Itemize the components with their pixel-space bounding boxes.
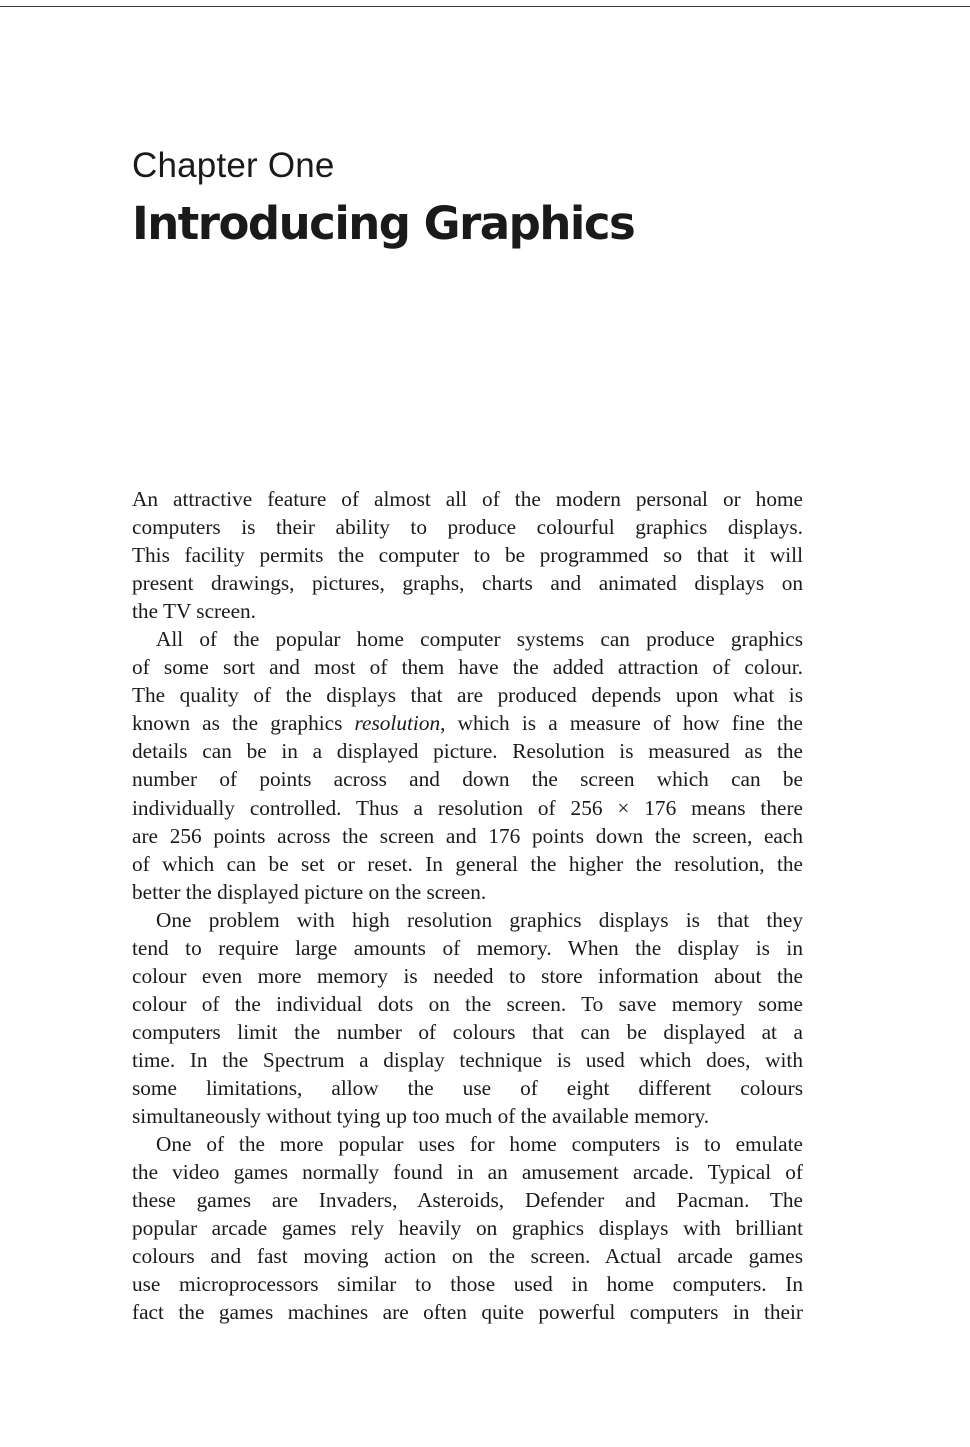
text-line: fact the games machines are often quite powerful computers in their (132, 1300, 803, 1325)
text-line: details can be in a displayed picture. Resolution is measured as the (132, 739, 803, 764)
text-line: One of the more popular uses for home computers is to emulate (156, 1132, 803, 1157)
text-line: tend to require large amounts of memory. When the display is in (132, 935, 803, 960)
text-segment: known as the graphics (132, 711, 355, 736)
top-rule (0, 6, 970, 7)
text-line: colour even more memory is needed to store information about the (132, 963, 803, 988)
text-line: One problem with high resolution graphics displays is that they (156, 907, 803, 932)
text-line: of some sort and most of them have the added attraction of colour. (132, 655, 803, 680)
text-line: This facility permits the computer to be programmed so that it will (132, 543, 803, 568)
text-line: present drawings, pictures, graphs, charts and animated displays on (132, 571, 803, 596)
text-line: individually controlled. Thus a resolution of 256 × 176 means there (132, 795, 803, 820)
text-line: An attractive feature of almost all of the modern personal or home (132, 487, 803, 511)
text-line: are 256 points across the screen and 176 points down the screen, each (132, 823, 803, 848)
body-text (132, 485, 803, 1326)
chapter-label: Chapter One (132, 146, 335, 185)
text-line: colours and fast moving action on the screen. Actual arcade games (132, 1244, 803, 1269)
text-line: simultaneously without tying up too much of the available memory. (132, 1104, 710, 1129)
text-line: All of the popular home computer systems can produce graphics (156, 627, 803, 652)
text-line: these games are Invaders, Asteroids, Defender and Pacman. The (132, 1188, 803, 1213)
text-line: the TV screen. (132, 599, 256, 624)
text-line: computers is their ability to produce colourful graphics displays. (132, 515, 803, 540)
text-line: some limitations, allow the use of eight different colours (132, 1075, 803, 1100)
text-line: popular arcade games rely heavily on graphics displays with brilliant (132, 1216, 803, 1241)
text-line: number of points across and down the screen which can be (132, 767, 803, 792)
text-line: colour of the individual dots on the screen. To save memory some (132, 991, 803, 1016)
text-line: use microprocessors similar to those used in home computers. In (132, 1272, 803, 1297)
text-segment: , which is a measure of how fine the (440, 711, 803, 736)
emphasis-resolution: resolution (354, 711, 441, 736)
text-line: the video games normally found in an amusement arcade. Typical of (132, 1160, 803, 1185)
text-line: of which can be set or reset. In general the higher the resolution, the (132, 851, 803, 876)
text-line: The quality of the displays that are produced depends upon what is (132, 683, 803, 708)
text-line: time. In the Spectrum a display technique is used which does, with (132, 1047, 803, 1072)
text-line (132, 709, 803, 737)
text-line: better the displayed picture on the screen. (132, 879, 487, 904)
text-line: computers limit the number of colours that can be displayed at a (132, 1019, 803, 1044)
chapter-title: Introducing Graphics (132, 197, 635, 250)
